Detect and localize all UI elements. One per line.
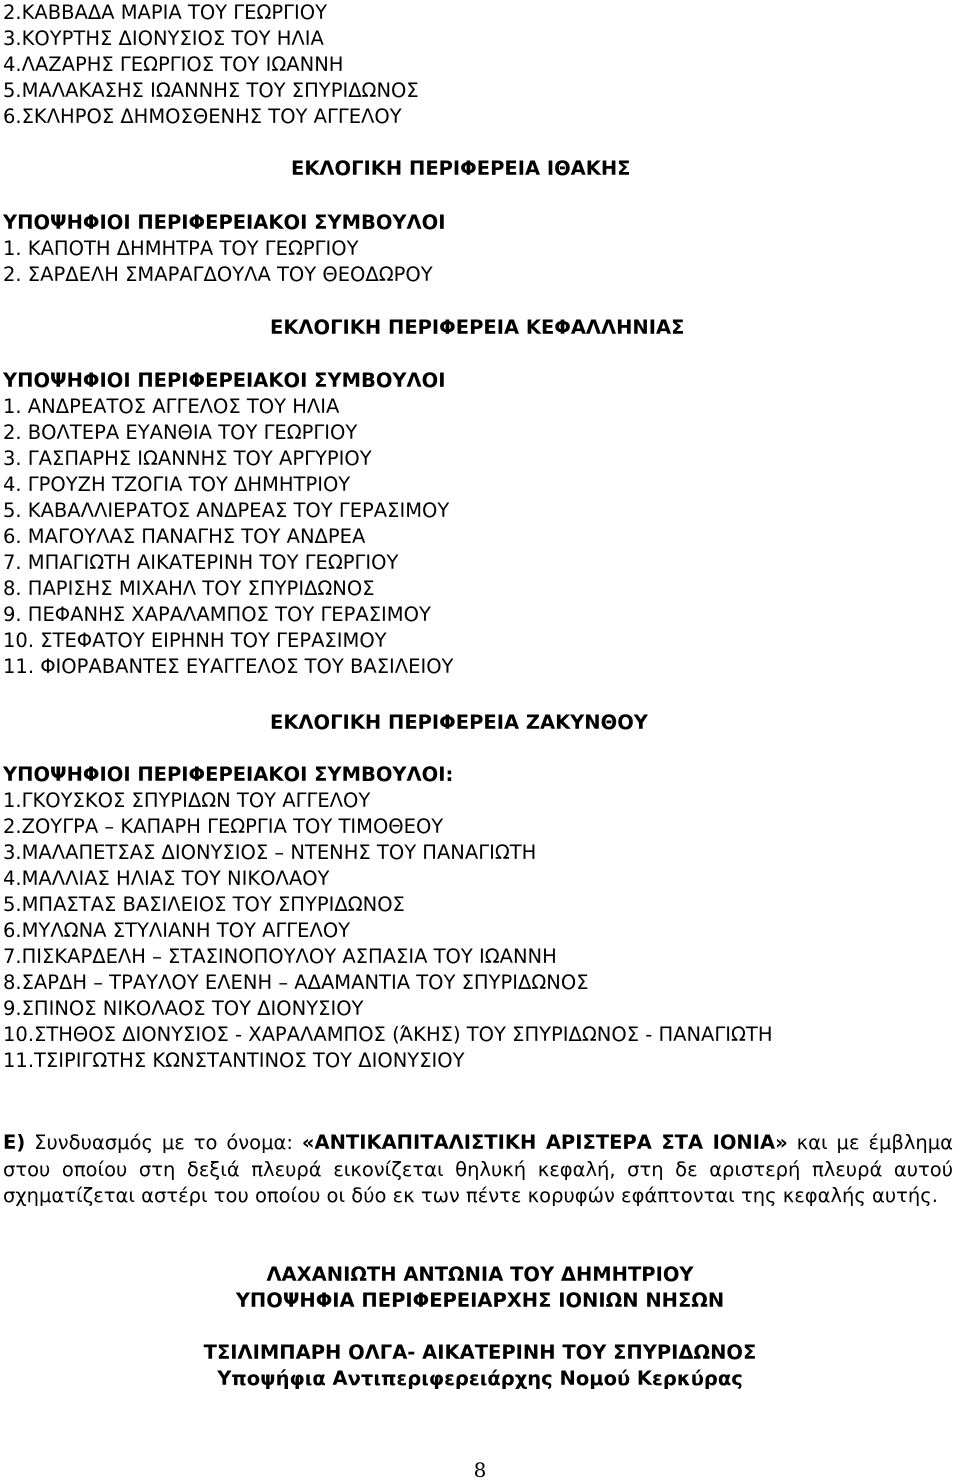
section-heading-zakynthos: ΕΚΛΟΓΙΚΗ ΠΕΡΙΦΕΡΕΙΑ ΖΑΚΥΝΘΟΥ [270, 711, 648, 734]
list-item: 3.ΚΟΥΡΤΗΣ ΔΙΟΝΥΣΙΟΣ ΤΟΥ ΗΛΙΑ [3, 27, 324, 50]
subheading-kefallinia: ΥΠΟΨΗΦΙΟΙ ΠΕΡΙΦΕΡΕΙΑΚΟΙ ΣΥΜΒΟΥΛΟΙ [3, 369, 446, 392]
subheading-ithaki: ΥΠΟΨΗΦΙΟΙ ΠΕΡΙΦΕΡΕΙΑΚΟΙ ΣΥΜΒΟΥΛΟΙ [3, 211, 446, 234]
deputy-candidate-name: ΤΣΙΛΙΜΠΑΡΗ ΟΛΓΑ- ΑΙΚΑΤΕΡΙΝΗ ΤΟΥ ΣΠΥΡΙΔΩΝΟΣ [203, 1341, 757, 1364]
list-item: 11. ΦΙΟΡΑΒΑΝΤΕΣ ΕΥΑΓΓΕΛΟΣ ΤΟΥ ΒΑΣΙΛΕΙΟΥ [3, 655, 454, 678]
list-item: 7. ΜΠΑΓΙΩΤΗ ΑΙΚΑΤΕΡΙΝΗ ΤΟΥ ΓΕΩΡΓΙΟΥ [3, 551, 399, 574]
list-item: 4. ΓΡΟΥΖΗ ΤΖΟΓΙΑ ΤΟΥ ΔΗΜΗΤΡΙΟΥ [3, 473, 351, 496]
list-item: 10.ΣΤΗΘΟΣ ΔΙΟΝΥΣΙΟΣ - ΧΑΡΑΛΑΜΠΟΣ (ΆΚΗΣ) ΤΟΥ ΣΠΥΡΙΔΩΝΟΣ - ΠΑΝΑΓΙΩΤΗ [3, 1023, 773, 1046]
section-e-text-before: Συνδυασμός με το όνομα: [25, 1131, 302, 1154]
section-heading-ithaki: ΕΚΛΟΓΙΚΗ ΠΕΡΙΦΕΡΕΙΑ ΙΘΑΚΗΣ [291, 157, 631, 180]
section-e-label: Ε) [3, 1131, 26, 1154]
list-item: 6.ΜΥΛΩΝΑ ΣΤΥΛΙΑΝΗ ΤΟΥ ΑΓΓΕΛΟΥ [3, 919, 351, 942]
list-item: 1. ΑΝΔΡΕΑΤΟΣ ΑΓΓΕΛΟΣ ΤΟΥ ΗΛΙΑ [3, 395, 340, 418]
list-item: 4.ΜΑΛΛΙΑΣ ΗΛΙΑΣ ΤΟΥ ΝΙΚΟΛΑΟΥ [3, 867, 330, 890]
list-item: 5. ΚΑΒΑΛΛΙΕΡΑΤΟΣ ΑΝΔΡΕΑΣ ΤΟΥ ΓΕΡΑΣΙΜΟΥ [3, 499, 450, 522]
list-item: 10. ΣΤΕΦΑΤΟΥ ΕΙΡΗΝΗ ΤΟΥ ΓΕΡΑΣΙΜΟΥ [3, 629, 387, 652]
list-item: 2. ΣΑΡΔΕΛΗ ΣΜΑΡΑΓΔΟΥΛΑ ΤΟΥ ΘΕΟΔΩΡΟΥ [3, 263, 433, 286]
list-item: 11.ΤΣΙΡΙΓΩΤΗΣ ΚΩΝΣΤΑΝΤΙΝΟΣ ΤΟΥ ΔΙΟΝΥΣΙΟΥ [3, 1049, 465, 1072]
list-item: 6.ΣΚΛΗΡΟΣ ΔΗΜΟΣΘΕΝΗΣ ΤΟΥ ΑΓΓΕΛΟΥ [3, 105, 402, 128]
list-item: 4.ΛΑΖΑΡΗΣ ΓΕΩΡΓΙΟΣ ΤΟΥ ΙΩΑΝΝΗ [3, 53, 344, 76]
section-e-paragraph [3, 1130, 953, 1210]
list-item: 5.ΜΠΑΣΤΑΣ ΒΑΣΙΛΕΙΟΣ ΤΟΥ ΣΠΥΡΙΔΩΝΟΣ [3, 893, 405, 916]
coalition-name: «ΑΝΤΙΚΑΠΙΤΑΛΙΣΤΙΚΗ ΑΡΙΣΤΕΡΑ ΣΤΑ ΙΟΝΙΑ» [301, 1131, 788, 1154]
list-item: 1.ΓΚΟΥΣΚΟΣ ΣΠΥΡΙΔΩΝ ΤΟΥ ΑΓΓΕΛΟΥ [3, 789, 371, 812]
list-item: 2. ΒΟΛΤΕΡΑ ΕΥΑΝΘΙΑ ΤΟΥ ΓΕΩΡΓΙΟΥ [3, 421, 358, 444]
list-item: 8. ΠΑΡΙΣΗΣ ΜΙΧΑΗΛ ΤΟΥ ΣΠΥΡΙΔΩΝΟΣ [3, 577, 375, 600]
section-e-text-after: και με έμβλημα στου οποίου στη δεξιά πλευρά εικονίζεται θηλυκή κεφαλή, στη δε αριστερή πλευρά αυτού σχηματίζεται αστέρι του οποίου οι δύο εκ των πέντε κορυφών εφάπτονται της κεφαλής αυτής. [3, 1131, 953, 1207]
regional-candidate-name: ΛΑΧΑΝΙΩΤΗ ΑΝΤΩΝΙΑ ΤΟΥ ΔΗΜΗΤΡΙΟΥ [266, 1263, 694, 1286]
list-item: 9.ΣΠΙΝΟΣ ΝΙΚΟΛΑΟΣ ΤΟΥ ΔΙΟΝΥΣΙΟΥ [3, 997, 364, 1020]
list-item: 8.ΣΑΡΔΗ – ΤΡΑΥΛΟΥ ΕΛΕΝΗ – ΑΔΑΜΑΝΤΙΑ ΤΟΥ ΣΠΥΡΙΔΩΝΟΣ [3, 971, 589, 994]
regional-candidate-title: ΥΠΟΨΗΦΙΑ ΠΕΡΙΦΕΡΕΙΑΡΧΗΣ ΙΟΝΙΩΝ ΝΗΣΩΝ [235, 1289, 725, 1312]
list-item: 1. ΚΑΠΟΤΗ ΔΗΜΗΤΡΑ ΤΟΥ ΓΕΩΡΓΙΟΥ [3, 237, 359, 260]
list-item: 6. ΜΑΓΟΥΛΑΣ ΠΑΝΑΓΗΣ ΤΟΥ ΑΝΔΡΕΑ [3, 525, 366, 548]
list-item: 7.ΠΙΣΚΑΡΔΕΛΗ – ΣΤΑΣΙΝΟΠΟΥΛΟΥ ΑΣΠΑΣΙΑ ΤΟΥ ΙΩΑΝΝΗ [3, 945, 557, 968]
subheading-zakynthos: ΥΠΟΨΗΦΙΟΙ ΠΕΡΙΦΕΡΕΙΑΚΟΙ ΣΥΜΒΟΥΛΟΙ: [3, 763, 454, 786]
list-item: 2.ΚΑΒΒΑΔΑ ΜΑΡΙΑ ΤΟΥ ΓΕΩΡΓΙΟΥ [3, 1, 328, 24]
list-item: 5.ΜΑΛΑΚΑΣΗΣ ΙΩΑΝΝΗΣ ΤΟΥ ΣΠΥΡΙΔΩΝΟΣ [3, 79, 419, 102]
list-item: 2.ΖΟΥΓΡΑ – ΚΑΠΑΡΗ ΓΕΩΡΓΙΑ ΤΟΥ ΤΙΜΟΘΕΟΥ [3, 815, 444, 838]
section-heading-kefallinia: ΕΚΛΟΓΙΚΗ ΠΕΡΙΦΕΡΕΙΑ ΚΕΦΑΛΛΗΝΙΑΣ [270, 316, 685, 339]
deputy-candidate-title: Υποψήφια Αντιπεριφερειάρχης Νομού Κερκύρας [217, 1367, 743, 1390]
list-item: 3.ΜΑΛΑΠΕΤΣΑΣ ΔΙΟΝΥΣΙΟΣ – ΝΤΕΝΗΣ ΤΟΥ ΠΑΝΑΓΙΩΤΗ [3, 841, 537, 864]
list-item: 9. ΠΕΦΑΝΗΣ ΧΑΡΑΛΑΜΠΟΣ ΤΟΥ ΓΕΡΑΣΙΜΟΥ [3, 603, 431, 626]
list-item: 3. ΓΑΣΠΑΡΗΣ ΙΩΑΝΝΗΣ ΤΟΥ ΑΡΓΥΡΙΟΥ [3, 447, 372, 470]
page-number: 8 [473, 1458, 487, 1482]
